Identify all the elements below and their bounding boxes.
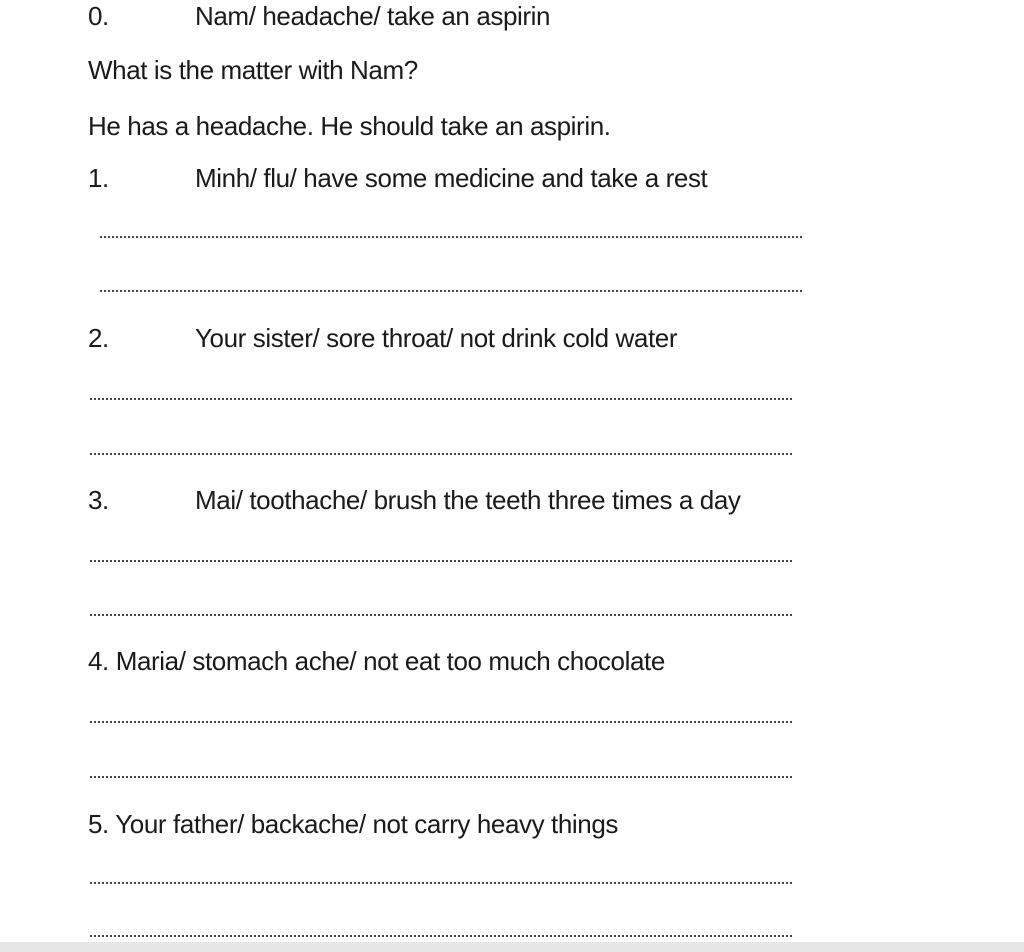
- item-2-number: 2.: [88, 323, 109, 353]
- item-3-answer-line-1[interactable]: [90, 560, 792, 562]
- example-number: 0.: [88, 1, 109, 31]
- example-prompt: Nam/ headache/ take an aspirin: [195, 1, 551, 31]
- item-1-answer-line-2[interactable]: [100, 290, 802, 292]
- item-1-answer-line-1[interactable]: [100, 236, 802, 238]
- example-answer: He has a headache. He should take an aspirin.: [88, 111, 611, 141]
- item-1-prompt: Minh/ flu/ have some medicine and take a rest: [195, 163, 708, 193]
- example-question: What is the matter with Nam?: [88, 55, 418, 85]
- item-4-answer-line-1[interactable]: [90, 721, 792, 723]
- item-5-prompt: 5. Your father/ backache/ not carry heavy things: [88, 809, 619, 839]
- page-bottom-edge: [0, 942, 1024, 952]
- item-2-prompt: Your sister/ sore throat/ not drink cold water: [195, 323, 678, 353]
- item-1-number: 1.: [88, 163, 109, 193]
- item-3-prompt: Mai/ toothache/ brush the teeth three times a day: [195, 485, 741, 515]
- item-4-answer-line-2[interactable]: [90, 776, 792, 778]
- item-5-answer-line-1[interactable]: [90, 882, 792, 884]
- item-4-prompt: 4. Maria/ stomach ache/ not eat too much chocolate: [88, 646, 665, 676]
- item-2-answer-line-1[interactable]: [90, 398, 792, 400]
- item-3-number: 3.: [88, 485, 109, 515]
- item-5-answer-line-2[interactable]: [90, 935, 792, 937]
- item-3-answer-line-2[interactable]: [90, 614, 792, 616]
- item-2-answer-line-2[interactable]: [90, 453, 792, 455]
